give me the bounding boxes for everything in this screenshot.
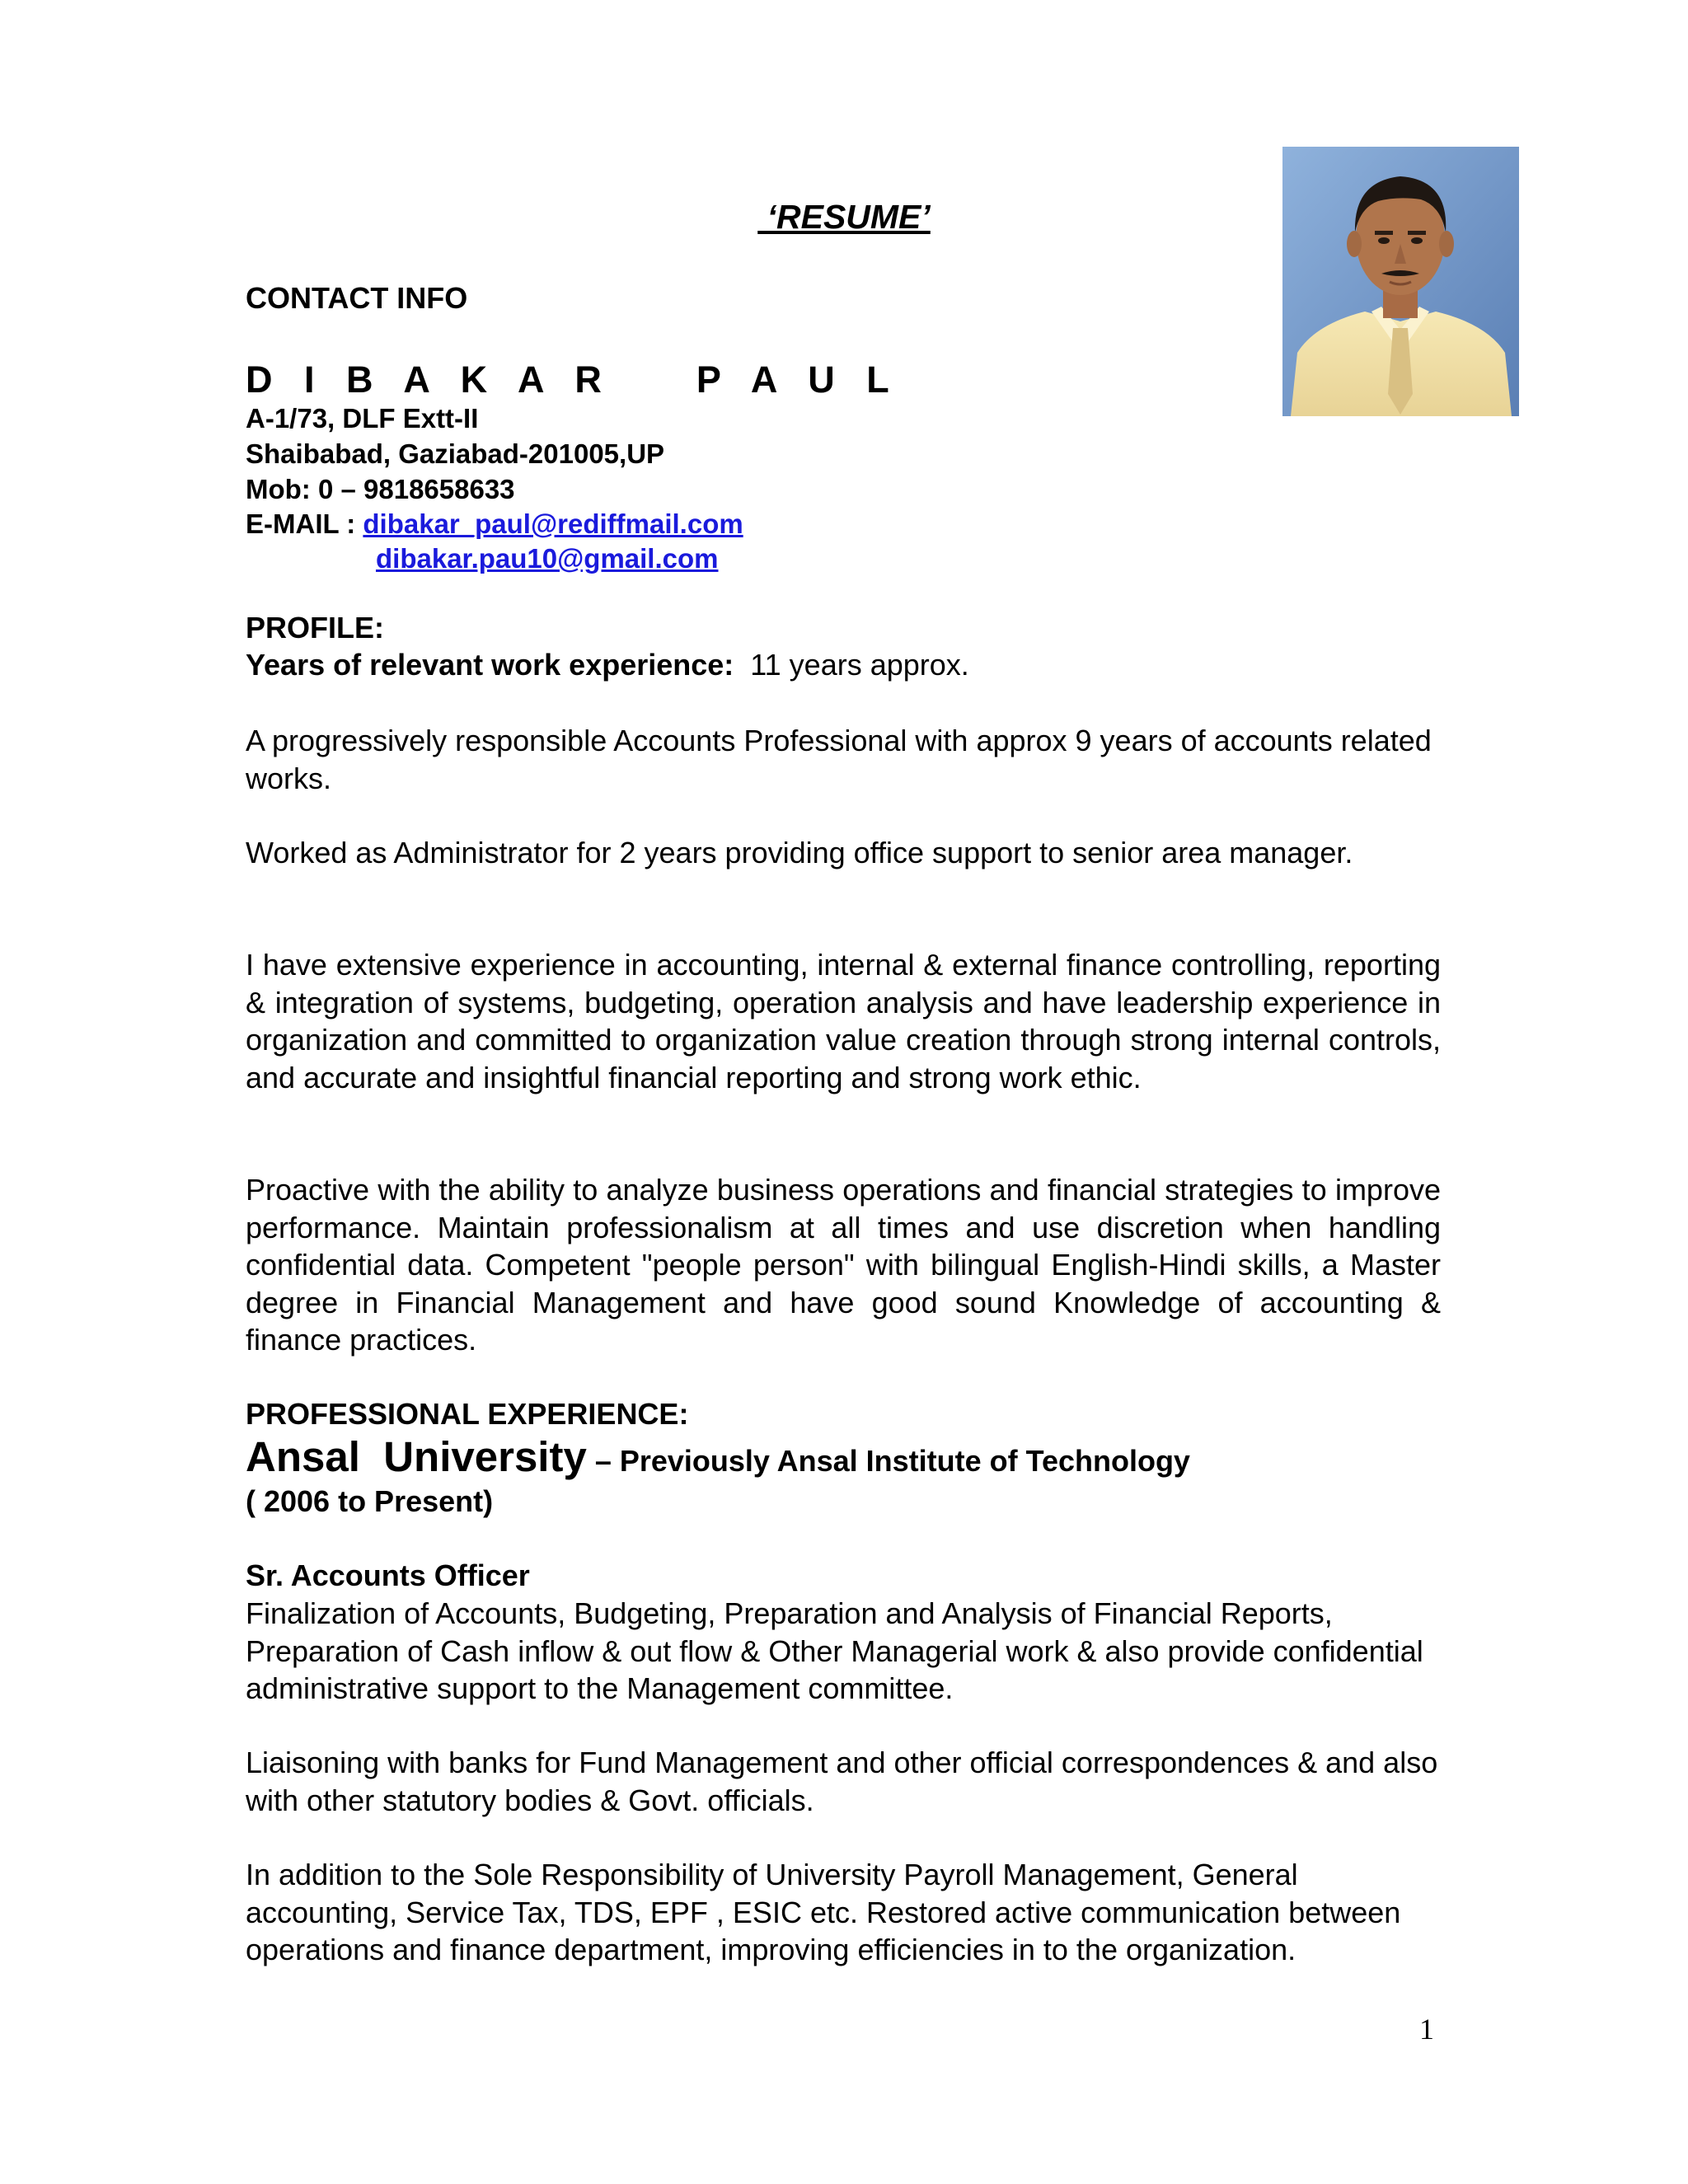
professional-experience-heading: PROFESSIONAL EXPERIENCE: xyxy=(246,1397,689,1431)
email-link-primary[interactable]: dibakar_paul@rediffmail.com xyxy=(363,509,743,539)
role-paragraph: Finalization of Accounts, Budgeting, Preparation and Analysis of Financial Reports, Preparation of Cash inflow & out flow & Other Managerial work & also provide confidential administrative support to the Management committee. xyxy=(246,1596,1423,1705)
candidate-name: D I B A K A R P A U L xyxy=(246,359,900,401)
years-experience-label: Years of relevant work experience: xyxy=(246,648,734,682)
employer-name: Ansal University xyxy=(246,1433,587,1480)
years-experience-value: 11 years approx. xyxy=(734,648,969,682)
mobile-number: Mob: 0 – 9818658633 xyxy=(246,474,515,504)
resume-title: ‘RESUME’ xyxy=(757,198,931,236)
page-number: 1 xyxy=(1419,2013,1434,2046)
email-link-secondary[interactable]: dibakar.pau10@gmail.com xyxy=(376,543,719,574)
job-role: Sr. Accounts Officer xyxy=(246,1558,530,1592)
contact-info-heading: CONTACT INFO xyxy=(246,281,468,315)
employment-period: ( 2006 to Present) xyxy=(246,1484,494,1518)
email-row xyxy=(246,506,743,541)
years-experience xyxy=(246,647,969,683)
role-paragraph: Liaisoning with banks for Fund Management and other official correspondences & and also with other statutory bodies & Govt. officials. xyxy=(246,1746,1438,1817)
role-paragraph: In addition to the Sole Responsibility of University Payroll Management, General accounting, Service Tax, TDS, EPF , ESIC etc. Restored active communication between operations and finance department, improving efficiencies in to the organization. xyxy=(246,1858,1401,1966)
profile-paragraph: A progressively responsible Accounts Professional with approx 9 years of accounts related works. xyxy=(246,724,1432,795)
profile-paragraph: Worked as Administrator for 2 years providing office support to senior area manager. xyxy=(246,836,1353,869)
profile-paragraph: Proactive with the ability to analyze business operations and financial strategies to improve performance. Maintain professionalism at all times and use discretion when handling confidential data. Competent "people person" with bilingual English-Hindi skills, a Master degree in Financial Management and have good sound Knowledge of accounting & finance practices. xyxy=(246,1173,1441,1357)
employer-note: – Previously Ansal Institute of Technology xyxy=(586,1444,1190,1478)
profile-paragraph: I have extensive experience in accounting, internal & external finance controlling, reporting & integration of systems, budgeting, operation analysis and have leadership experience in organization and committed to organization value creation through strong internal controls, and accurate and insightful financial reporting and strong work ethic. xyxy=(246,948,1441,1094)
address-line-1: A-1/73, DLF Extt-II xyxy=(246,403,479,434)
address-line-2: Shaibabad, Gaziabad-201005,UP xyxy=(246,438,665,469)
email-label: E-MAIL : xyxy=(246,509,363,539)
employer xyxy=(246,1432,1190,1486)
profile-photo xyxy=(1282,147,1519,416)
profile-heading: PROFILE: xyxy=(246,611,384,644)
